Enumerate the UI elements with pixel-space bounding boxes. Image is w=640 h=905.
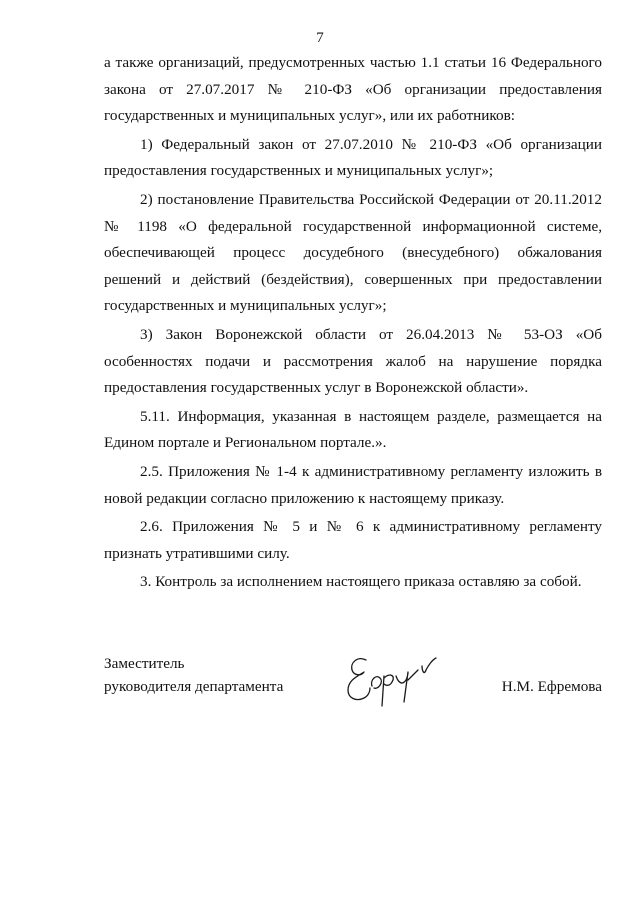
paragraph-intro: а также организаций, предусмотренных частью 1.1 статьи 16 Федерального закона от 27.07.2017 № 210-ФЗ «Об организации предоставления государственных и муниципальных услуг», или их работников: [104,54,602,125]
signatory-title [104,652,283,698]
paragraph-5-11: 5.11. Информация, указанная в настоящем разделе, размещается на Едином портале и Региональном портале.». [104,407,602,452]
signatory-title-line-1: Заместитель [104,655,185,672]
handwritten-signature [336,646,456,712]
paragraph-item-3: 3) Закон Воронежской области от 26.04.2013 № 53-ОЗ «Об особенностях подачи и рассмотрения жалоб на нарушение порядка предоставления государственных услуг в Воронежской области». [104,325,602,397]
page-number: 7 [316,30,324,46]
paragraph-2-5: 2.5. Приложения № 1-4 к административному регламенту изложить в новой редакции согласно приложению к настоящему приказу. [104,462,602,507]
paragraph-2-6: 2.6. Приложения № 5 и № 6 к административному регламенту признать утратившими силу. [104,518,602,562]
paragraph-item-2: 2) постановление Правительства Российской Федерации от 20.11.2012 № 1198 «О федеральной государственной информационной системе, обеспечивающей процесс досудебного (внесудебного) обжалования решений и действий (бездействия), совершенных при предоставлении государственных и муниципальных услуг»; [104,190,602,315]
paragraph-3: 3. Контроль за исполнением настоящего приказа оставляю за собой. [140,573,582,591]
signature-block [104,652,602,712]
signatory-title-line-2: руководителя департамента [104,678,284,695]
document-body [104,50,602,598]
signatory-name: Н.М. Ефремова [501,678,602,695]
paragraph-item-1: 1) Федеральный закон от 27.07.2010 № 210-ФЗ «Об организации предоставления государственных и муниципальных услуг»; [104,135,602,180]
